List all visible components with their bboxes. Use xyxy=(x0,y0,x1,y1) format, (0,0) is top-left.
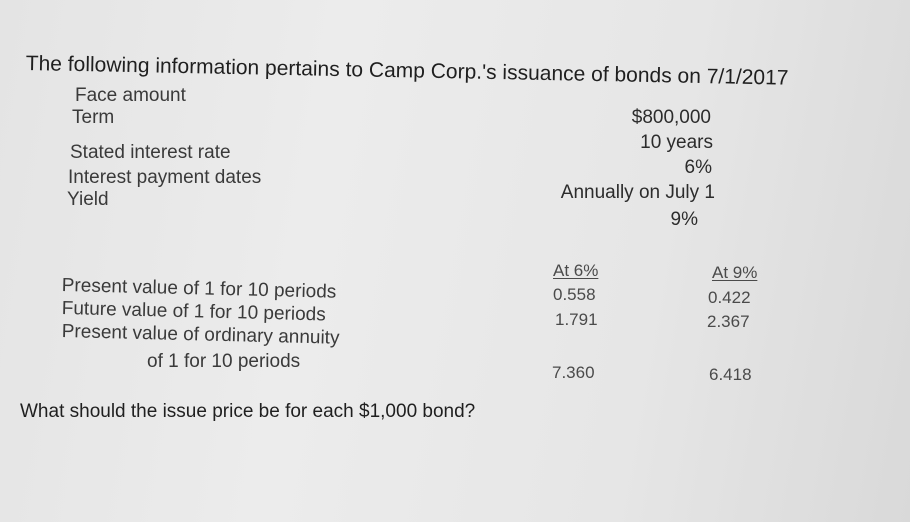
header-at-9: At 9% xyxy=(712,263,758,282)
yield-value: 9% xyxy=(670,209,698,230)
stated-rate-label: Stated interest rate xyxy=(70,142,231,163)
yield-label: Yield xyxy=(67,189,109,210)
row-fv-at6: 1.791 xyxy=(555,310,598,329)
face-amount-label: Face amount xyxy=(75,85,186,106)
row-pv-at9: 0.422 xyxy=(708,288,751,307)
row-pva-at6: 7.360 xyxy=(552,363,595,382)
payment-dates-label: Interest payment dates xyxy=(68,167,262,188)
row-fv-label: Future value of 1 for 10 periods xyxy=(61,298,326,326)
row-pv-at6: 0.558 xyxy=(553,285,596,304)
row-pva-at9: 6.418 xyxy=(709,365,752,384)
term-value: 10 years xyxy=(640,132,713,153)
row-pv-label: Present value of 1 for 10 periods xyxy=(61,275,337,303)
row-pva-label: Present value of ordinary annuity xyxy=(61,321,340,349)
term-label: Term xyxy=(72,107,115,128)
payment-dates-value: Annually on July 1 xyxy=(560,182,715,203)
row-pva-label-cont: of 1 for 10 periods xyxy=(147,351,301,372)
row-fv-at9: 2.367 xyxy=(707,312,750,331)
face-amount-value: $800,000 xyxy=(631,107,711,128)
stated-rate-value: 6% xyxy=(684,157,712,178)
question-text: What should the issue price be for each $1,000 bond? xyxy=(20,401,476,422)
intro-text: The following information pertains to Camp Corp.'s issuance of bonds on 7/1/2017 xyxy=(25,52,789,90)
header-at-6: At 6% xyxy=(553,261,599,280)
